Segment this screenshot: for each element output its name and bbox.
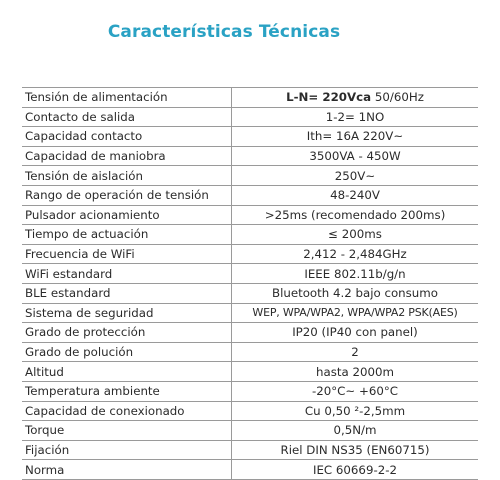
spec-value: ≤ 200ms xyxy=(232,225,479,245)
table-row xyxy=(22,244,478,264)
spec-label: Pulsador acionamiento xyxy=(22,205,232,225)
spec-value: IEEE 802.11b/g/n xyxy=(232,264,479,284)
spec-value-bold: L-N= 220Vca xyxy=(286,90,372,105)
spec-value: Ith= 16A 220V~ xyxy=(232,127,479,147)
spec-value: hasta 2000m xyxy=(232,362,479,382)
spec-value: IEC 60669-2-2 xyxy=(232,460,479,480)
spec-label: Contacto de salida xyxy=(22,107,232,127)
spec-label: Norma xyxy=(22,460,232,480)
spec-label: Torque xyxy=(22,421,232,441)
spec-value: 2 xyxy=(232,342,479,362)
page-title: Características Técnicas xyxy=(107,22,341,42)
table-row xyxy=(22,264,478,284)
spec-label: Altitud xyxy=(22,362,232,382)
table-row xyxy=(22,381,478,401)
spec-label: Tensión de alimentación xyxy=(22,88,232,108)
spec-value: 0,5N/m xyxy=(232,421,479,441)
spec-label: Fijación xyxy=(22,440,232,460)
spec-value: 1-2= 1NO xyxy=(232,107,479,127)
table-row xyxy=(22,362,478,382)
spec-value-rest: 50/60Hz xyxy=(371,90,424,105)
spec-label: Tensión de aislación xyxy=(22,166,232,186)
spec-value: IP20 (IP40 con panel) xyxy=(232,323,479,343)
spec-value: 250V~ xyxy=(232,166,479,186)
spec-value: Cu 0,50 ²-2,5mm xyxy=(232,401,479,421)
spec-value: Bluetooth 4.2 bajo consumo xyxy=(232,283,479,303)
spec-label: Capacidad contacto xyxy=(22,127,232,147)
spec-label: Capacidad de maniobra xyxy=(22,146,232,166)
table-row xyxy=(22,460,478,480)
table-row xyxy=(22,88,478,108)
spec-value: 3500VA - 450W xyxy=(232,146,479,166)
spec-label: Temperatura ambiente xyxy=(22,381,232,401)
table-row xyxy=(22,440,478,460)
spec-label: Tiempo de actuación xyxy=(22,225,232,245)
table-row xyxy=(22,421,478,441)
spec-label: WiFi estandard xyxy=(22,264,232,284)
table-row xyxy=(22,127,478,147)
table-row xyxy=(22,401,478,421)
table-row xyxy=(22,185,478,205)
spec-label: Sistema de seguridad xyxy=(22,303,232,323)
spec-value: 48-240V xyxy=(232,185,479,205)
spec-value: WEP, WPA/WPA2, WPA/WPA2 PSK(AES) xyxy=(232,303,479,323)
table-row xyxy=(22,303,478,323)
spec-value: 2,412 - 2,484GHz xyxy=(232,244,479,264)
technical-specs-table xyxy=(22,87,478,480)
spec-label: Grado de protección xyxy=(22,323,232,343)
table-row xyxy=(22,323,478,343)
spec-label: Frecuencia de WiFi xyxy=(22,244,232,264)
table-row xyxy=(22,283,478,303)
table-row xyxy=(22,342,478,362)
spec-label: Rango de operación de tensión xyxy=(22,185,232,205)
table-row xyxy=(22,205,478,225)
table-row xyxy=(22,225,478,245)
spec-value: >25ms (recomendado 200ms) xyxy=(232,205,479,225)
table-row xyxy=(22,146,478,166)
spec-value: -20°C~ +60°C xyxy=(232,381,479,401)
spec-value: Riel DIN NS35 (EN60715) xyxy=(232,440,479,460)
spec-label: Capacidad de conexionado xyxy=(22,401,232,421)
table-row xyxy=(22,107,478,127)
spec-value xyxy=(232,88,479,108)
spec-label: BLE estandard xyxy=(22,283,232,303)
spec-label: Grado de polución xyxy=(22,342,232,362)
table-row xyxy=(22,166,478,186)
